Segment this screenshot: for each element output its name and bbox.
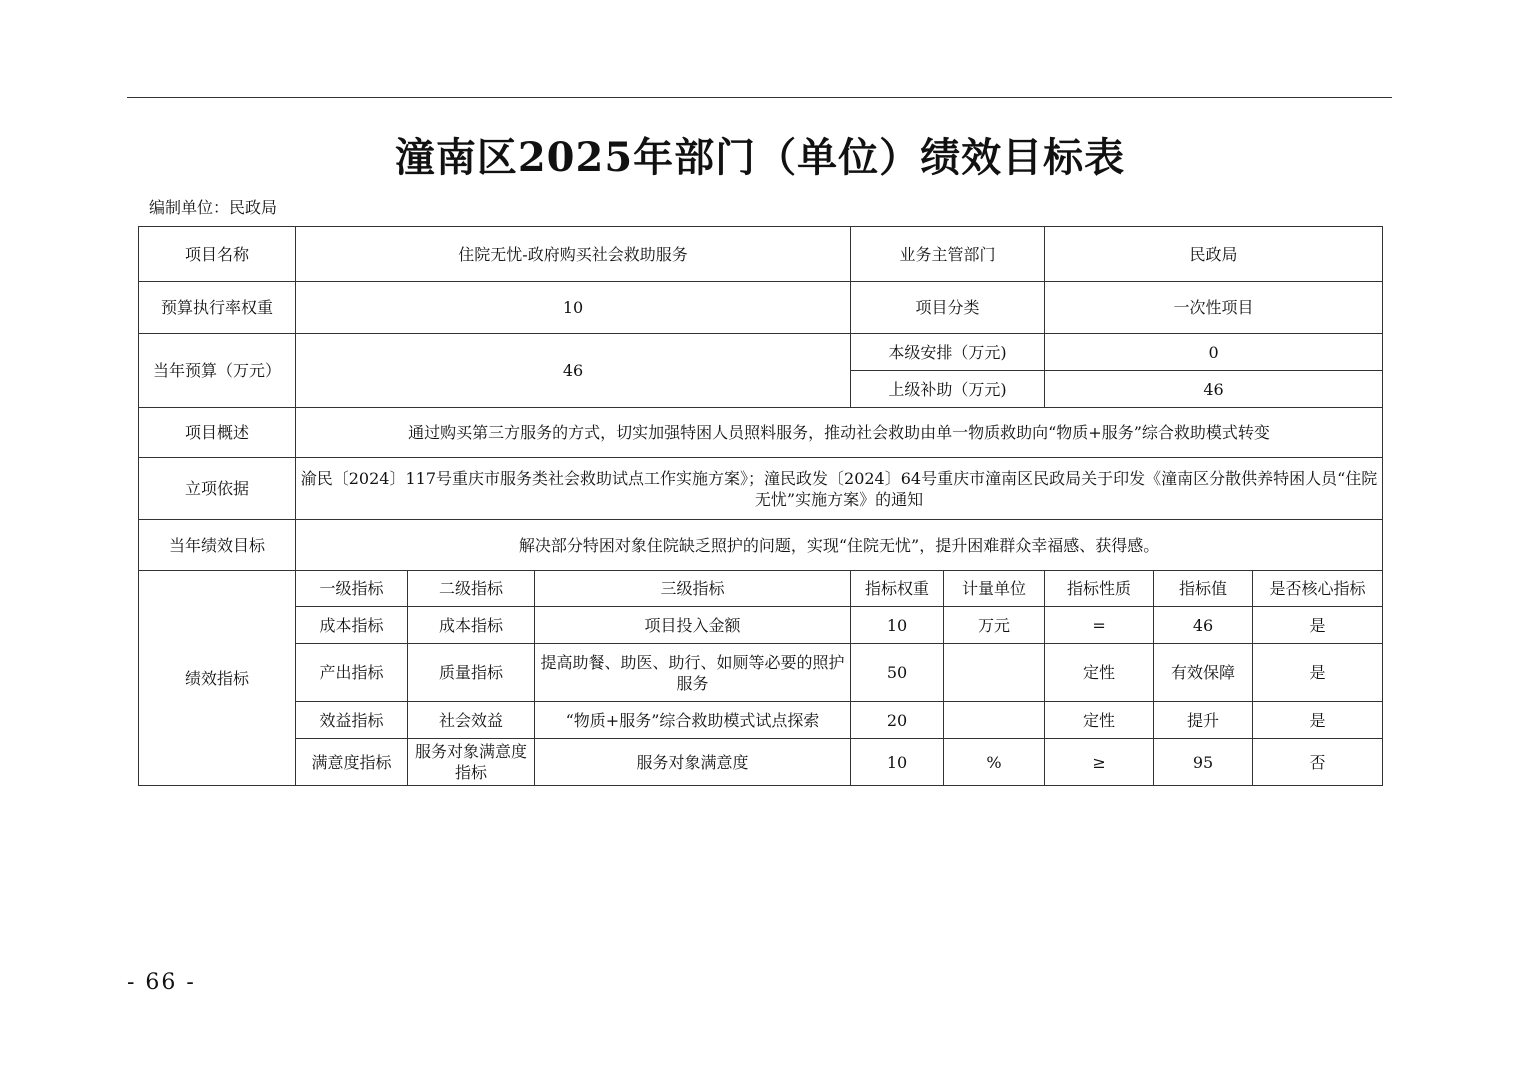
indicator-core: 是 bbox=[1253, 607, 1383, 644]
indicator-core: 是 bbox=[1253, 644, 1383, 702]
header-core: 是否核心指标 bbox=[1253, 571, 1383, 607]
indicator-level3: 提高助餐、助医、助行、如厕等必要的照护服务 bbox=[535, 644, 851, 702]
indicator-nature: ≥ bbox=[1045, 739, 1154, 786]
row-goal bbox=[139, 520, 1383, 571]
basis-value: 渝民〔2024〕117号重庆市服务类社会救助试点工作实施方案》；潼民政发〔2024〕64号重庆市潼南区民政局关于印发《潼南区分散供养特困人员“住院无忧”实施方案》的通知 bbox=[296, 458, 1383, 520]
header-nature: 指标性质 bbox=[1045, 571, 1154, 607]
header-unit: 计量单位 bbox=[944, 571, 1045, 607]
project-name-value: 住院无忧-政府购买社会救助服务 bbox=[296, 227, 851, 282]
goal-value: 解决部分特困对象住院缺乏照护的问题，实现“住院无忧”，提升困难群众幸福感、获得感。 bbox=[296, 520, 1383, 571]
indicator-weight: 10 bbox=[851, 607, 944, 644]
indicator-level1: 效益指标 bbox=[296, 702, 408, 739]
indicator-level3: 服务对象满意度 bbox=[535, 739, 851, 786]
indicator-unit bbox=[944, 702, 1045, 739]
indicators-label: 绩效指标 bbox=[139, 571, 296, 786]
goal-label: 当年绩效目标 bbox=[139, 520, 296, 571]
indicator-weight: 20 bbox=[851, 702, 944, 739]
indicator-core: 否 bbox=[1253, 739, 1383, 786]
top-rule bbox=[127, 97, 1392, 98]
weight-label: 预算执行率权重 bbox=[139, 282, 296, 334]
indicator-level2: 质量指标 bbox=[408, 644, 535, 702]
basis-label: 立项依据 bbox=[139, 458, 296, 520]
indicator-core: 是 bbox=[1253, 702, 1383, 739]
indicator-unit bbox=[944, 644, 1045, 702]
indicator-unit: % bbox=[944, 739, 1045, 786]
table-row bbox=[139, 607, 1383, 644]
overview-label: 项目概述 bbox=[139, 408, 296, 458]
indicator-value: 95 bbox=[1154, 739, 1253, 786]
indicator-level1: 产出指标 bbox=[296, 644, 408, 702]
local-label: 本级安排（万元) bbox=[851, 334, 1045, 371]
indicator-level3: 项目投入金额 bbox=[535, 607, 851, 644]
row-weight bbox=[139, 282, 1383, 334]
header-level2: 二级指标 bbox=[408, 571, 535, 607]
dept-label: 业务主管部门 bbox=[851, 227, 1045, 282]
table-row bbox=[139, 739, 1383, 786]
indicator-value: 有效保障 bbox=[1154, 644, 1253, 702]
budget-label: 当年预算（万元） bbox=[139, 334, 296, 408]
indicator-level2: 服务对象满意度指标 bbox=[408, 739, 535, 786]
upper-value: 46 bbox=[1045, 371, 1383, 408]
page-title: 潼南区2025年部门（单位）绩效目标表 bbox=[394, 134, 1126, 181]
indicator-value: 提升 bbox=[1154, 702, 1253, 739]
category-value: 一次性项目 bbox=[1045, 282, 1383, 334]
table-row bbox=[139, 644, 1383, 702]
local-value: 0 bbox=[1045, 334, 1383, 371]
indicator-level1: 成本指标 bbox=[296, 607, 408, 644]
budget-value: 46 bbox=[296, 334, 851, 408]
category-label: 项目分类 bbox=[851, 282, 1045, 334]
compiling-unit: 编制单位：民政局 bbox=[149, 198, 278, 217]
indicator-level2: 成本指标 bbox=[408, 607, 535, 644]
page-number: - 66 - bbox=[127, 970, 196, 995]
indicator-level1: 满意度指标 bbox=[296, 739, 408, 786]
project-name-label: 项目名称 bbox=[139, 227, 296, 282]
header-weight: 指标权重 bbox=[851, 571, 944, 607]
row-project-name bbox=[139, 227, 1383, 282]
indicator-level2: 社会效益 bbox=[408, 702, 535, 739]
indicator-nature: = bbox=[1045, 607, 1154, 644]
overview-value: 通过购买第三方服务的方式，切实加强特困人员照料服务，推动社会救助由单一物质救助向“物质+服务”综合救助模式转变 bbox=[296, 408, 1383, 458]
performance-table bbox=[138, 226, 1383, 786]
indicator-nature: 定性 bbox=[1045, 644, 1154, 702]
table-row bbox=[139, 702, 1383, 739]
indicator-nature: 定性 bbox=[1045, 702, 1154, 739]
row-budget bbox=[139, 334, 1383, 371]
row-basis bbox=[139, 458, 1383, 520]
indicator-weight: 50 bbox=[851, 644, 944, 702]
indicator-weight: 10 bbox=[851, 739, 944, 786]
header-level1: 一级指标 bbox=[296, 571, 408, 607]
weight-value: 10 bbox=[296, 282, 851, 334]
row-overview bbox=[139, 408, 1383, 458]
header-value: 指标值 bbox=[1154, 571, 1253, 607]
header-level3: 三级指标 bbox=[535, 571, 851, 607]
indicator-value: 46 bbox=[1154, 607, 1253, 644]
upper-label: 上级补助（万元) bbox=[851, 371, 1045, 408]
dept-value: 民政局 bbox=[1045, 227, 1383, 282]
indicator-unit: 万元 bbox=[944, 607, 1045, 644]
indicator-level3: “物质+服务”综合救助模式试点探索 bbox=[535, 702, 851, 739]
indicator-header-row bbox=[139, 571, 1383, 607]
